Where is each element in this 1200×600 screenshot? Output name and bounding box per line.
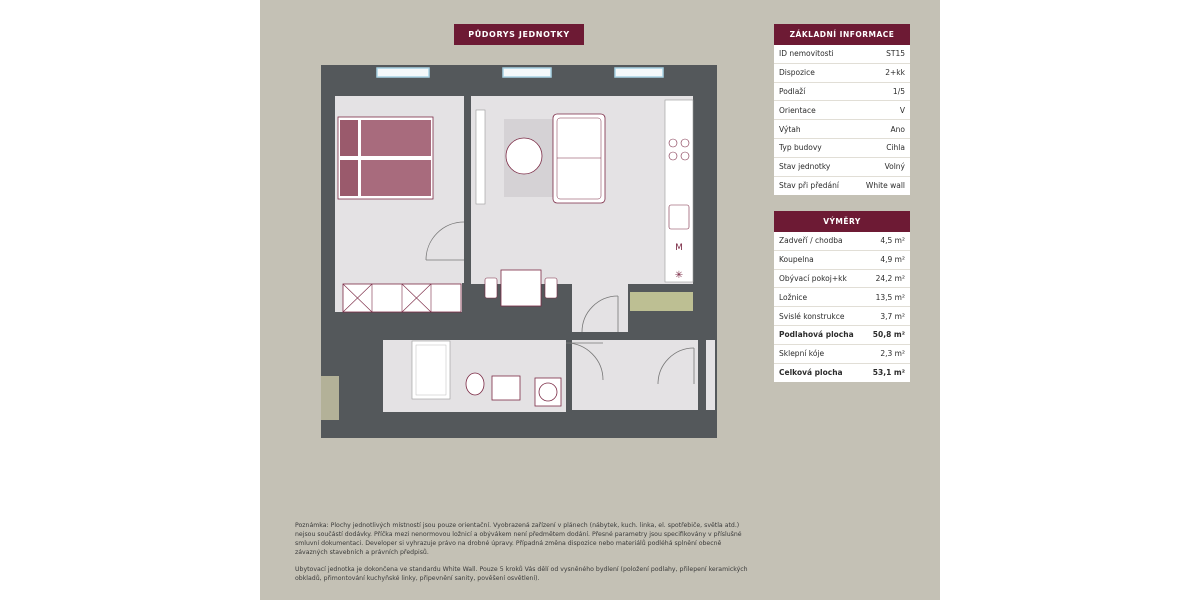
dishwasher-icon: M: [675, 243, 683, 253]
washbasin: [492, 376, 520, 400]
passage-floor: [572, 283, 628, 332]
info-row: ID nemovitosti ST15: [774, 45, 910, 64]
window-living-2: [615, 68, 663, 77]
window-bedroom: [377, 68, 429, 77]
hallway-floor: [572, 340, 698, 410]
kitchen-counter: [665, 100, 693, 282]
fridge-icon: ✳: [674, 270, 684, 281]
notes: [295, 521, 755, 591]
info-row: Orientace V: [774, 101, 910, 120]
blanket-top: [361, 120, 431, 156]
area-row-grand-total: Celková plocha 53,1 m²: [779, 368, 905, 378]
balcony-strip: [630, 292, 693, 311]
blanket-bottom: [361, 160, 431, 196]
areas-panel: [774, 211, 910, 382]
note-disclaimer: Poznámka: Plochy jednotlivých místností jsou pouze orientační. Vyobrazená zařízení v plánech (nábytek, kuch. linka, el. spotřebiče, světla atd.) nejsou součástí dodávky. Příčka mezi nenormovou ložnicí a obývákem není předmětem dodání. Přesné parametry jsou specifikovány v příslušné smluvní dokumentaci. Developer si vyhrazuje právo na drobné úpravy. Případná změna dispozice nebo materiálů podléhá splnění obecně závazných stavebních a právních předpisů.: [295, 522, 742, 556]
info-row: Stav při předání White wall: [779, 181, 905, 191]
chair-right: [545, 278, 557, 298]
area-row: Ložnice 13,5 m²: [774, 288, 910, 307]
area-row: Sklepní kóje 2,3 m²: [774, 345, 910, 364]
area-row: Obývací pokoj+kk 24,2 m²: [774, 270, 910, 289]
info-row: Výtah Ano: [774, 120, 910, 139]
info-row: Stav jednotky Volný: [774, 158, 910, 177]
area-row-floor-total: Podlahová plocha 50,8 m²: [774, 326, 910, 345]
dining-table: [501, 270, 541, 306]
window-living-1: [503, 68, 551, 77]
shower: [412, 341, 450, 399]
pillow-top: [340, 120, 358, 156]
hallway-edge-floor: [706, 340, 715, 410]
toilet: [466, 373, 484, 395]
area-row: Svislé konstrukce 3,7 m²: [774, 307, 910, 326]
chair-left: [485, 278, 497, 298]
area-row: Koupelna 4,9 m²: [774, 251, 910, 270]
info-row: Podlaží 1/5: [774, 83, 910, 102]
pillow-bottom: [340, 160, 358, 196]
floorplan-sheet: [260, 0, 940, 600]
basic-info-panel: [774, 24, 910, 195]
areas-title: VÝMĚRY: [774, 211, 910, 232]
area-row: Zadveří / chodba 4,5 m²: [774, 232, 910, 251]
info-row: Dispozice 2+kk: [774, 64, 910, 83]
note-standard: Ubytovací jednotka je dokončena ve standardu White Wall. Pouze 5 kroků Vás dělí od vysněného bydlení (položení podlahy, přilepení keramických obkladů, přimontování kuchyňské linky, připevnění sanity, pověšení osvětlení).: [295, 566, 748, 582]
cellar-patch: [321, 376, 339, 420]
floorplan-title: PŮDORYS JEDNOTKY: [454, 24, 584, 45]
info-row: Typ budovy Cihla: [774, 139, 910, 158]
coffee-table: [506, 138, 542, 174]
sofa: [553, 114, 605, 203]
basic-info-title: ZÁKLADNÍ INFORMACE: [774, 24, 910, 45]
sliding-partition: [476, 110, 485, 204]
